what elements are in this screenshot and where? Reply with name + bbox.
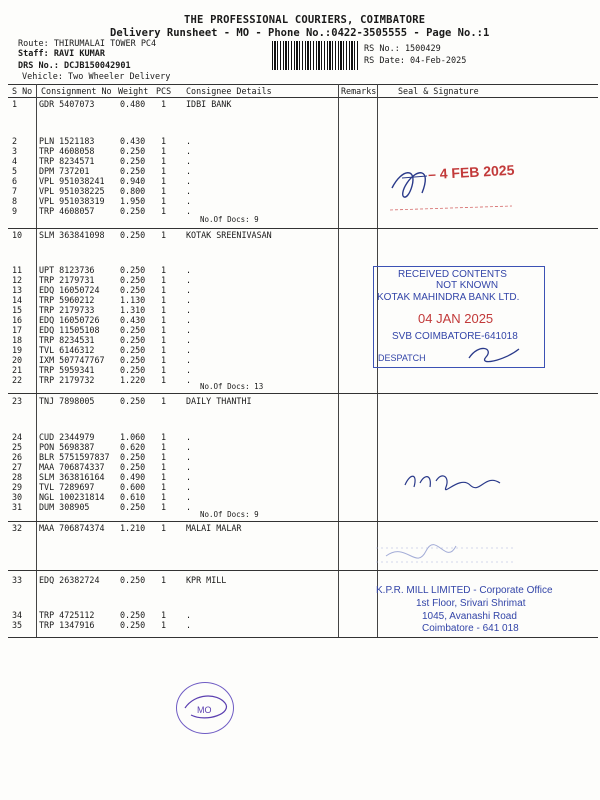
row-sno: 20: [12, 355, 23, 365]
mo-label: MO: [197, 705, 212, 715]
row-pcs: 1: [161, 442, 167, 452]
col-seal: Seal & Signature: [398, 86, 479, 96]
row-weight: 0.250: [120, 502, 146, 512]
row-sno: 27: [12, 462, 23, 472]
table-row: [0, 230, 600, 240]
vehicle-label: Vehicle: Two Wheeler Delivery: [22, 72, 171, 82]
row-consignment: TRP 1347916: [39, 620, 95, 630]
row-weight: 0.250: [120, 365, 146, 375]
table-header: [0, 86, 600, 96]
row-consignee: .: [186, 375, 192, 385]
col-weight: Weight: [118, 86, 149, 96]
row-consignment: TVL 7289697: [39, 482, 95, 492]
row-pcs: 1: [161, 620, 167, 630]
row-consignment: TRP 2179731: [39, 275, 95, 285]
row-weight: 0.430: [120, 315, 146, 325]
row-sno: 11: [12, 265, 23, 275]
row-weight: 0.250: [120, 575, 146, 585]
row-pcs: 1: [161, 265, 167, 275]
row-sno: 6: [12, 176, 18, 186]
row-pcs: 1: [161, 156, 167, 166]
col-pcs: PCS: [156, 86, 172, 96]
row-pcs: 1: [161, 575, 167, 585]
row-weight: 0.940: [120, 176, 146, 186]
row-pcs: 1: [161, 472, 167, 482]
table-row: [0, 452, 600, 462]
col-consignee: Consignee Details: [186, 86, 272, 96]
row-consignment: DUM 308905: [39, 502, 90, 512]
row-consignee: .: [186, 206, 192, 216]
row-consignment: SLM 363816164: [39, 472, 105, 482]
row-consignee: .: [186, 196, 192, 206]
row-pcs: 1: [161, 146, 167, 156]
col-sno: S No: [12, 86, 33, 96]
row-consignment: TNJ 7898005: [39, 396, 95, 406]
mo-stamp: [176, 682, 234, 734]
row-consignee: .: [186, 335, 192, 345]
row-consignment: PLN 1521183: [39, 136, 95, 146]
row-consignment: GDR 5407073: [39, 99, 95, 109]
row-weight: 0.250: [120, 265, 146, 275]
row-pcs: 1: [161, 305, 167, 315]
rs-date: RS Date: 04-Feb-2025: [364, 56, 467, 66]
row-consignee: .: [186, 452, 192, 462]
row-sno: 15: [12, 305, 23, 315]
doc-count: No.Of Docs: 9: [200, 510, 259, 519]
row-sno: 12: [12, 275, 23, 285]
row-sno: 17: [12, 325, 23, 335]
table-row: [0, 375, 600, 385]
row-consignee: .: [186, 610, 192, 620]
row-consignment: TRP 2179733: [39, 305, 95, 315]
row-consignee: .: [186, 432, 192, 442]
row-sno: 10: [12, 230, 23, 240]
row-consignee: .: [186, 305, 192, 315]
kotak-branch: SVB COIMBATORE-641018: [392, 331, 518, 342]
route-label: Route: THIRUMALAI TOWER PC4: [18, 39, 157, 49]
row-pcs: 1: [161, 492, 167, 502]
row-pcs: 1: [161, 136, 167, 146]
row-sno: 1: [12, 99, 18, 109]
row-pcs: 1: [161, 523, 167, 533]
row-weight: 0.250: [120, 335, 146, 345]
row-pcs: 1: [161, 295, 167, 305]
row-consignee: .: [186, 295, 192, 305]
row-consignment: VPL 951038319: [39, 196, 105, 206]
row-sno: 13: [12, 285, 23, 295]
barcode: [272, 41, 358, 70]
row-weight: 0.250: [120, 610, 146, 620]
row-pcs: 1: [161, 502, 167, 512]
company-title: THE PROFESSIONAL COURIERS, COIMBATORE: [184, 14, 426, 26]
row-consignment: TRP 8234571: [39, 156, 95, 166]
doc-count: No.Of Docs: 9: [200, 215, 259, 224]
group-separator: [8, 521, 598, 522]
row-weight: 0.620: [120, 442, 146, 452]
row-sno: 18: [12, 335, 23, 345]
col-remarks: Remarks: [341, 86, 377, 96]
table-row: [0, 482, 600, 492]
row-sno: 33: [12, 575, 23, 585]
row-consignee: .: [186, 275, 192, 285]
row-weight: 0.250: [120, 146, 146, 156]
row-pcs: 1: [161, 186, 167, 196]
row-consignment: MAA 706874337: [39, 462, 105, 472]
row-sno: 26: [12, 452, 23, 462]
group-separator: [8, 393, 598, 394]
kotak-signature: [464, 343, 524, 365]
row-consignment: EDQ 16050724: [39, 285, 100, 295]
row-consignee: .: [186, 355, 192, 365]
row-weight: 0.800: [120, 186, 146, 196]
kotak-date: 04 JAN 2025: [418, 311, 494, 326]
row-pcs: 1: [161, 355, 167, 365]
row-consignee: .: [186, 345, 192, 355]
row-weight: 0.250: [120, 452, 146, 462]
table-header-border: [8, 97, 598, 98]
table-row: [0, 575, 600, 585]
table-top-border: [8, 84, 598, 85]
row-weight: 0.250: [120, 355, 146, 365]
row-consignment: EDQ 16050726: [39, 315, 100, 325]
rs-number: RS No.: 1500429: [364, 44, 441, 54]
table-row: [0, 502, 600, 512]
row-consignee: .: [186, 156, 192, 166]
kpr-company: K.P.R. MILL LIMITED - Corporate Office: [376, 585, 553, 596]
row-weight: 0.250: [120, 620, 146, 630]
kpr-stamp: [376, 585, 556, 637]
row-weight: 1.310: [120, 305, 146, 315]
row-weight: 0.250: [120, 230, 146, 240]
row-sno: 30: [12, 492, 23, 502]
row-sno: 4: [12, 156, 18, 166]
row-consignee: KPR MILL: [186, 575, 227, 585]
row-pcs: 1: [161, 230, 167, 240]
table-row: [0, 432, 600, 442]
row-pcs: 1: [161, 462, 167, 472]
row-weight: 1.130: [120, 295, 146, 305]
row-sno: 35: [12, 620, 23, 630]
row-consignee: .: [186, 136, 192, 146]
row-pcs: 1: [161, 325, 167, 335]
row-weight: 0.610: [120, 492, 146, 502]
row-pcs: 1: [161, 176, 167, 186]
row-weight: 1.210: [120, 523, 146, 533]
idbi-signature: [382, 148, 532, 218]
row-sno: 16: [12, 315, 23, 325]
drs-label: DRS No.: DCJB150042901: [18, 61, 131, 71]
row-weight: 0.480: [120, 99, 146, 109]
row-sno: 5: [12, 166, 18, 176]
table-row: [0, 442, 600, 452]
runsheet-subtitle: Delivery Runsheet - MO - Phone No.:0422-3505555 - Page No.:1: [110, 27, 490, 39]
row-consignee: .: [186, 166, 192, 176]
row-sno: 8: [12, 196, 18, 206]
row-consignment: TVL 6146312: [39, 345, 95, 355]
malaimalar-stamp: [376, 536, 526, 576]
row-sno: 34: [12, 610, 23, 620]
row-consignee: .: [186, 462, 192, 472]
table-row: [0, 523, 600, 533]
kpr-city: Coimbatore - 641 018: [422, 623, 519, 634]
row-consignee: DAILY THANTHI: [186, 396, 252, 406]
doc-count: No.Of Docs: 13: [200, 382, 264, 391]
row-consignee: .: [186, 620, 192, 630]
row-sno: 14: [12, 295, 23, 305]
row-pcs: 1: [161, 396, 167, 406]
row-consignment: TRP 4608058: [39, 146, 95, 156]
row-weight: 0.250: [120, 285, 146, 295]
row-sno: 19: [12, 345, 23, 355]
kpr-floor: 1st Floor, Srivari Shrimat: [416, 598, 526, 609]
row-sno: 21: [12, 365, 23, 375]
row-pcs: 1: [161, 166, 167, 176]
row-consignee: .: [186, 472, 192, 482]
row-sno: 29: [12, 482, 23, 492]
row-consignment: NGL 100231814: [39, 492, 105, 502]
row-pcs: 1: [161, 275, 167, 285]
row-consignee: .: [186, 146, 192, 156]
row-consignee: .: [186, 442, 192, 452]
kpr-road: 1045, Avanashi Road: [422, 611, 517, 622]
row-consignee: MALAI MALAR: [186, 523, 242, 533]
row-pcs: 1: [161, 610, 167, 620]
row-pcs: 1: [161, 345, 167, 355]
row-pcs: 1: [161, 196, 167, 206]
row-consignee: .: [186, 325, 192, 335]
row-pcs: 1: [161, 452, 167, 462]
row-weight: 1.220: [120, 375, 146, 385]
row-sno: 3: [12, 146, 18, 156]
row-consignee: IDBI BANK: [186, 99, 232, 109]
row-consignee: .: [186, 502, 192, 512]
table-row: [0, 99, 600, 109]
idbi-date-stamp: – 4 FEB 2025: [427, 161, 515, 183]
row-consignment: TRP 8234531: [39, 335, 95, 345]
row-consignee: .: [186, 176, 192, 186]
kotak-despatch: DESPATCH: [378, 353, 426, 363]
row-pcs: 1: [161, 206, 167, 216]
table-bottom-border: [8, 637, 598, 638]
row-weight: 0.250: [120, 275, 146, 285]
row-weight: 0.600: [120, 482, 146, 492]
row-sno: 2: [12, 136, 18, 146]
row-weight: 0.250: [120, 345, 146, 355]
row-sno: 7: [12, 186, 18, 196]
row-consignment: EDQ 26382724: [39, 575, 100, 585]
idbi-stamp: [382, 148, 532, 218]
row-sno: 28: [12, 472, 23, 482]
table-row: [0, 396, 600, 406]
row-consignee: .: [186, 186, 192, 196]
row-sno: 24: [12, 432, 23, 442]
row-weight: 0.250: [120, 206, 146, 216]
row-pcs: 1: [161, 315, 167, 325]
row-consignee: .: [186, 482, 192, 492]
row-weight: 0.430: [120, 136, 146, 146]
row-pcs: 1: [161, 482, 167, 492]
row-sno: 22: [12, 375, 23, 385]
row-sno: 32: [12, 523, 23, 533]
row-consignee: KOTAK SREENIVASAN: [186, 230, 272, 240]
row-consignment: TRP 2179732: [39, 375, 95, 385]
kotak-stamp: [373, 266, 545, 368]
row-consignee: .: [186, 285, 192, 295]
row-consignment: BLR 5751597837: [39, 452, 110, 462]
row-pcs: 1: [161, 99, 167, 109]
group-separator: [8, 228, 598, 229]
row-consignment: IXM 507747767: [39, 355, 105, 365]
row-weight: 0.250: [120, 156, 146, 166]
row-pcs: 1: [161, 335, 167, 345]
row-weight: 1.060: [120, 432, 146, 442]
kotak-received: RECEIVED CONTENTS: [398, 269, 507, 280]
row-consignment: MAA 706874374: [39, 523, 105, 533]
kotak-notknown: NOT KNOWN: [436, 280, 499, 291]
row-consignment: TRP 5960212: [39, 295, 95, 305]
row-weight: 0.250: [120, 166, 146, 176]
row-consignment: CUD 2344979: [39, 432, 95, 442]
row-consignment: DPM 737201: [39, 166, 90, 176]
row-consignment: UPT 8123736: [39, 265, 95, 275]
row-weight: 1.950: [120, 196, 146, 206]
row-pcs: 1: [161, 285, 167, 295]
row-pcs: 1: [161, 375, 167, 385]
row-weight: 0.250: [120, 462, 146, 472]
row-consignment: TRP 4608057: [39, 206, 95, 216]
row-weight: 0.250: [120, 325, 146, 335]
row-sno: 23: [12, 396, 23, 406]
row-weight: 0.490: [120, 472, 146, 482]
row-consignee: .: [186, 365, 192, 375]
thanthi-signature: [400, 465, 510, 500]
row-consignment: VPL 951038241: [39, 176, 105, 186]
row-weight: 0.250: [120, 396, 146, 406]
row-consignment: TRP 4725112: [39, 610, 95, 620]
row-pcs: 1: [161, 432, 167, 442]
row-pcs: 1: [161, 365, 167, 375]
table-row: [0, 472, 600, 482]
row-consignee: .: [186, 492, 192, 502]
row-consignee: .: [186, 315, 192, 325]
row-consignment: VPL 951038225: [39, 186, 105, 196]
col-consignment: Consignment No: [41, 86, 112, 96]
staff-label: Staff: RAVI KUMAR: [18, 49, 105, 59]
row-consignment: TRP 5959341: [39, 365, 95, 375]
row-sno: 25: [12, 442, 23, 452]
table-row: [0, 492, 600, 502]
row-consignment: EDQ 11505108: [39, 325, 100, 335]
kotak-bankname: KOTAK MAHINDRA BANK LTD.: [377, 292, 520, 303]
table-row: [0, 462, 600, 472]
table-row: [0, 136, 600, 146]
row-consignment: PON 5698387: [39, 442, 95, 452]
row-consignee: .: [186, 265, 192, 275]
row-sno: 9: [12, 206, 18, 216]
row-consignment: SLM 363841098: [39, 230, 105, 240]
row-sno: 31: [12, 502, 23, 512]
